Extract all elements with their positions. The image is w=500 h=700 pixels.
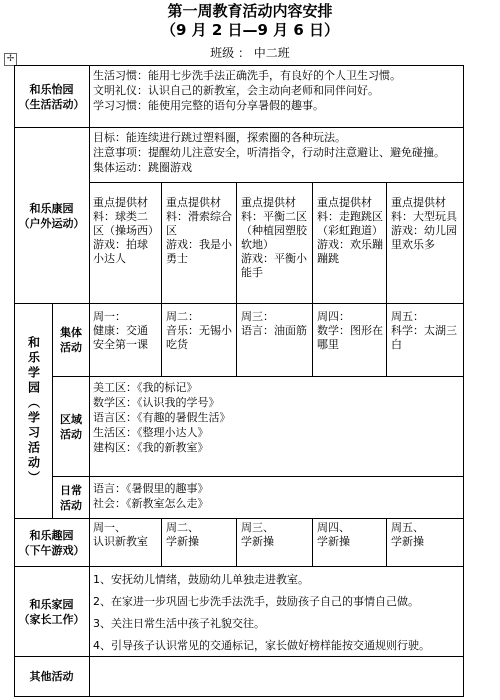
day-label: 周一、 — [93, 521, 126, 534]
outdoor-zone-5 — [391, 196, 461, 252]
game-text: 游戏：幼儿园里欢乐多 — [391, 224, 457, 251]
col-divider — [161, 303, 162, 376]
life-sub: （生活活动） — [18, 97, 85, 111]
outdoor-section-label — [15, 128, 88, 303]
activity-text: 健康：交通安全第一课 — [93, 324, 148, 351]
date-range: （9 月 2 日—9 月 6 日） — [160, 21, 340, 39]
day-label: 周二： — [166, 310, 199, 323]
play-text: 学新操 — [317, 535, 350, 548]
day-label: 周二、 — [166, 521, 199, 534]
day-label: 周三： — [241, 310, 274, 323]
col-divider — [89, 65, 90, 697]
play-day-4 — [317, 521, 383, 549]
area-item: 语言区：《有趣的暑假生活》 — [93, 411, 231, 424]
day-label: 周四、 — [317, 521, 350, 534]
home-sub: （家长工作） — [18, 612, 85, 626]
day-label: 周五： — [391, 310, 424, 323]
home-item: 3、关注日常生活中孩子礼貌交往。 — [93, 617, 265, 630]
play-day-1 — [93, 521, 158, 549]
day-label: 周五、 — [391, 521, 424, 534]
group-activity-day-2 — [166, 310, 233, 352]
game-text: 游戏：我是小勇士 — [166, 238, 232, 265]
material-text: 重点提供材料：平衡二区（种植园塑胶软地） — [241, 196, 307, 251]
group-activity-day-1 — [93, 310, 158, 352]
material-text: 重点提供材料：滑索综合区 — [166, 196, 232, 237]
home-section-label — [15, 567, 88, 656]
group-activity-day-4 — [317, 310, 383, 352]
outdoor-group: 集体运动：跳圈游戏 — [93, 161, 192, 174]
day-label: 周三、 — [241, 521, 274, 534]
col-divider — [236, 182, 237, 303]
col-divider — [161, 518, 162, 566]
outdoor-zone-2 — [166, 196, 233, 266]
col-divider — [312, 303, 313, 376]
game-text: 游戏：拍球小达人 — [93, 238, 148, 265]
activity-text: 音乐：无锡小吃货 — [166, 324, 232, 351]
home-label: 和乐家园 — [29, 597, 74, 611]
home-items — [93, 569, 463, 657]
area-activity-label: 区域活动 — [60, 412, 82, 441]
life-line: 生活习惯：能用七步洗手法正确洗手，有良好的个人卫生习惯。 — [93, 69, 401, 82]
play-text: 学新操 — [241, 535, 274, 548]
day-label: 周一： — [93, 310, 126, 323]
material-text: 重点提供材料：大型玩具 — [391, 196, 457, 223]
row-divider — [89, 182, 464, 183]
activity-text: 科学：太湖三白 — [391, 324, 457, 351]
group-activity-day-5 — [391, 310, 461, 352]
outdoor-label: 和乐康园 — [29, 201, 74, 215]
col-divider — [386, 182, 387, 303]
play-text: 学新操 — [166, 535, 199, 548]
outdoor-notice: 注意事项：提醒幼儿注意安全，听清指令，行动时注意避让、避免碰撞。 — [93, 146, 445, 159]
outdoor-sub: （户外运动） — [18, 216, 85, 230]
outdoor-zone-3 — [241, 196, 309, 280]
col-divider — [312, 182, 313, 303]
table-move-handle-icon[interactable]: ✢ — [4, 53, 17, 66]
outdoor-zone-1 — [93, 196, 158, 266]
home-item: 4、引导孩子认识常见的交通标记，家长做好榜样能按交通规则行驶。 — [93, 639, 430, 652]
home-item: 1、安抚幼儿情绪，鼓励幼儿单独走进教室。 — [93, 573, 309, 586]
col-divider — [386, 518, 387, 566]
study-section-label: 和乐学园（学习活动） — [26, 336, 41, 486]
material-text: 重点提供材料：球类二区（操场西） — [93, 196, 159, 237]
group-activity-day-3 — [241, 310, 309, 338]
play-day-2 — [166, 521, 233, 549]
play-day-3 — [241, 521, 309, 549]
area-activity-list — [93, 380, 461, 455]
activity-text: 语言：油面筋 — [241, 324, 307, 337]
life-line: 文明礼仪：认识自己的新教室，会主动向老师和同伴问好。 — [93, 84, 379, 97]
outdoor-goal: 目标：能连续进行跳过塑料圈，探索圈的各种玩法。 — [93, 131, 346, 144]
daily-activity-list — [93, 481, 461, 511]
col-divider — [312, 518, 313, 566]
col-divider — [236, 303, 237, 376]
group-activity-label: 集体活动 — [60, 326, 82, 354]
doc-title: 第一周教育活动内容安排 — [167, 2, 333, 20]
class-label: 班级 ： 中二班 — [210, 46, 290, 60]
other-content[interactable] — [93, 660, 461, 694]
area-item: 生活区：《整理小达人》 — [93, 426, 209, 439]
life-content — [93, 68, 461, 113]
play-sub: （下午游戏） — [18, 543, 85, 557]
play-section-label — [15, 519, 88, 566]
outdoor-zone-4 — [317, 196, 383, 266]
daily-activity-label: 日常活动 — [60, 483, 82, 512]
col-divider — [236, 518, 237, 566]
outdoor-summary — [93, 130, 461, 175]
col-divider — [161, 182, 162, 303]
life-label: 和乐怡园 — [29, 82, 74, 96]
home-item: 2、在家进一步巩固七步洗手法洗手，鼓励孩子自己的事情自己做。 — [93, 595, 419, 608]
daily-item: 语言：《暑假里的趣事》 — [93, 482, 209, 495]
area-item: 建构区：《我的新教室》 — [93, 441, 209, 454]
row-divider — [52, 376, 464, 377]
activity-text: 数学：图形在哪里 — [317, 324, 383, 351]
life-line: 学习习惯：能使用完整的语句分享暑假的趣事。 — [93, 99, 324, 112]
other-section-label: 其他活动 — [29, 670, 74, 683]
row-divider — [52, 476, 464, 477]
life-section-label — [15, 66, 88, 127]
play-label: 和乐趣园 — [29, 528, 74, 542]
col-divider — [386, 303, 387, 376]
game-text: 游戏：平衡小能手 — [241, 252, 307, 279]
play-text: 学新操 — [391, 535, 424, 548]
play-day-5 — [391, 521, 461, 549]
area-item: 美工区：《我的标记》 — [93, 381, 198, 394]
play-text: 认识新教室 — [93, 535, 148, 548]
material-text: 重点提供材料：走跑跳区（彩虹跑道） — [317, 196, 383, 237]
day-label: 周四： — [317, 310, 350, 323]
area-item: 数学区：《认识我的学号》 — [93, 396, 220, 409]
daily-item: 社会：《新教室怎么走》 — [93, 497, 209, 510]
game-text: 游戏：欢乐蹦蹦跳 — [317, 238, 383, 265]
